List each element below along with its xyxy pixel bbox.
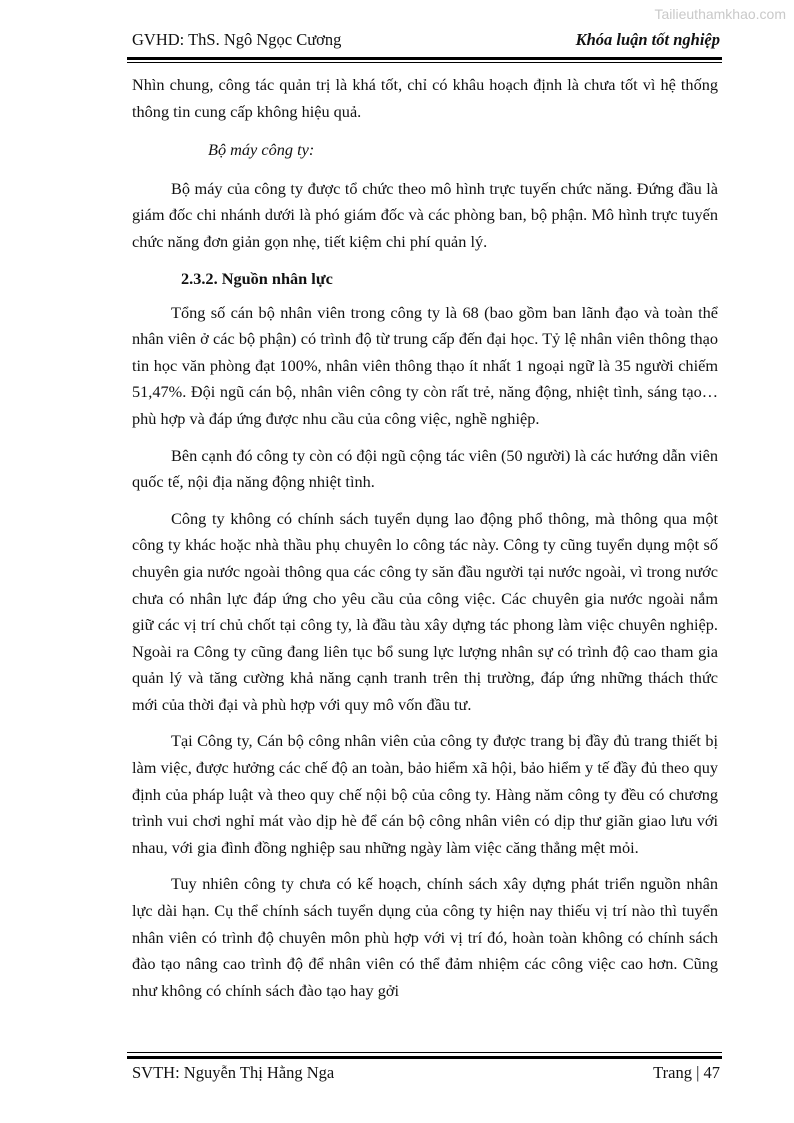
paragraph-staff-count: Tổng số cán bộ nhân viên trong công ty là 68 (bao gồm ban lãnh đạo và toàn thể nhân viên ở các bộ phận) có trình độ từ trung cấp đến đại học. Tỷ lệ nhân viên thông thạo tin học văn phòng đạt 100%, nhân viên thông thạo ít nhất 1 ngoại ngữ là 35 người chiếm 51,47%. Đội ngũ cán bộ, nhân viên công ty còn rất trẻ, năng động, nhiệt tình, sáng tạo… phù hợp và đáp ứng được nhu cầu của công việc, nghề nghiệp. — [132, 302, 718, 428]
page-number: Trang | 47 — [653, 1063, 720, 1082]
paragraph-recruitment: Công ty không có chính sách tuyển dụng lao động phổ thông, mà thông qua một công ty khác hoặc nhà thầu phụ chuyên lo công tác này. Công ty cũng tuyển dụng một số chuyên gia nước ngoài thông qua các công ty săn đầu người tại nước ngoài, vì trong nước chưa có nhân lực đáp ứng cho yêu cầu của công việc. Các chuyên gia nước ngoài nắm giữ các vị trí chủ chốt tại công ty, là đầu tàu xây dựng tác phong làm việc chuyên nghiệp. Ngoài ra Công ty cũng đang liên tục bổ sung lực lượng nhân sự có trình độ cao tham gia quản lý và tăng cường khả năng cạnh tranh trên thị trường, đáp ứng những thách thức mới của thời đại và phù hợp với quy mô vốn đầu tư. — [132, 508, 718, 714]
page-footer — [132, 1063, 720, 1087]
paragraph-company-structure: Bộ máy của công ty được tổ chức theo mô hình trực tuyến chức năng. Đứng đầu là giám đốc chi nhánh dưới là phó giám đốc và các phòng ban, bộ phận. Mô hình trực tuyến chức năng đơn giản gọn nhẹ, tiết kiệm chi phí quản lý. — [132, 178, 718, 251]
paragraph-summary: Nhìn chung, công tác quản trị là khá tốt, chỉ có khâu hoạch định là chưa tốt vì hệ thống thông tin cung cấp không hiệu quả. — [132, 75, 718, 121]
footer-rule-thick — [127, 1056, 722, 1059]
section-heading-human-resources: 2.3.2. Nguồn nhân lực — [181, 268, 333, 288]
subheading-company-structure: Bộ máy công ty: — [208, 140, 315, 160]
paragraph-limitations: Tuy nhiên công ty chưa có kế hoạch, chính sách xây dựng phát triển nguồn nhân lực dài hạn. Cụ thể chính sách tuyển dụng của công ty hiện nay thiếu vị trí nào thì tuyển nhân viên có trình độ chuyên môn phù hợp với vị trí đó, hoàn toàn không có chính sách đào tạo nâng cao trình độ để nhân viên có thể đảm nhiệm các công việc cao hơn. Cũng như không có chính sách đào tạo hay gởi — [132, 874, 718, 1000]
page-body — [132, 72, 718, 1014]
paragraph-benefits: Tại Công ty, Cán bộ công nhân viên của công ty được trang bị đầy đủ trang thiết bị làm việc, được hưởng các chế độ an toàn, bảo hiểm xã hội, bảo hiểm y tế đầy đủ theo quy định của pháp luật và theo quy chế nội bộ của công ty. Hàng năm công ty đều có chương trình vui chơi nghỉ mát vào dịp hè để cán bộ công nhân viên có dịp thư giãn giao lưu với nhau, với gia đình đồng nghiệp sau những ngày làm việc căng thẳng mệt mỏi. — [132, 731, 718, 857]
watermark: Tailieuthamkhao.com — [654, 6, 786, 22]
footer-rule-thin — [127, 1052, 722, 1053]
header-supervisor: GVHD: ThS. Ngô Ngọc Cương — [132, 30, 342, 49]
header-rule-thick — [127, 57, 722, 60]
paragraph-collaborators: Bên cạnh đó công ty còn có đội ngũ cộng tác viên (50 người) là các hướng dẫn viên quốc tế, nội địa năng động nhiệt tình. — [132, 445, 718, 492]
page-header — [132, 30, 720, 54]
footer-student: SVTH: Nguyễn Thị Hằng Nga — [132, 1063, 335, 1082]
header-document-type: Khóa luận tốt nghiệp — [575, 30, 720, 49]
header-rule-thin — [127, 62, 722, 63]
